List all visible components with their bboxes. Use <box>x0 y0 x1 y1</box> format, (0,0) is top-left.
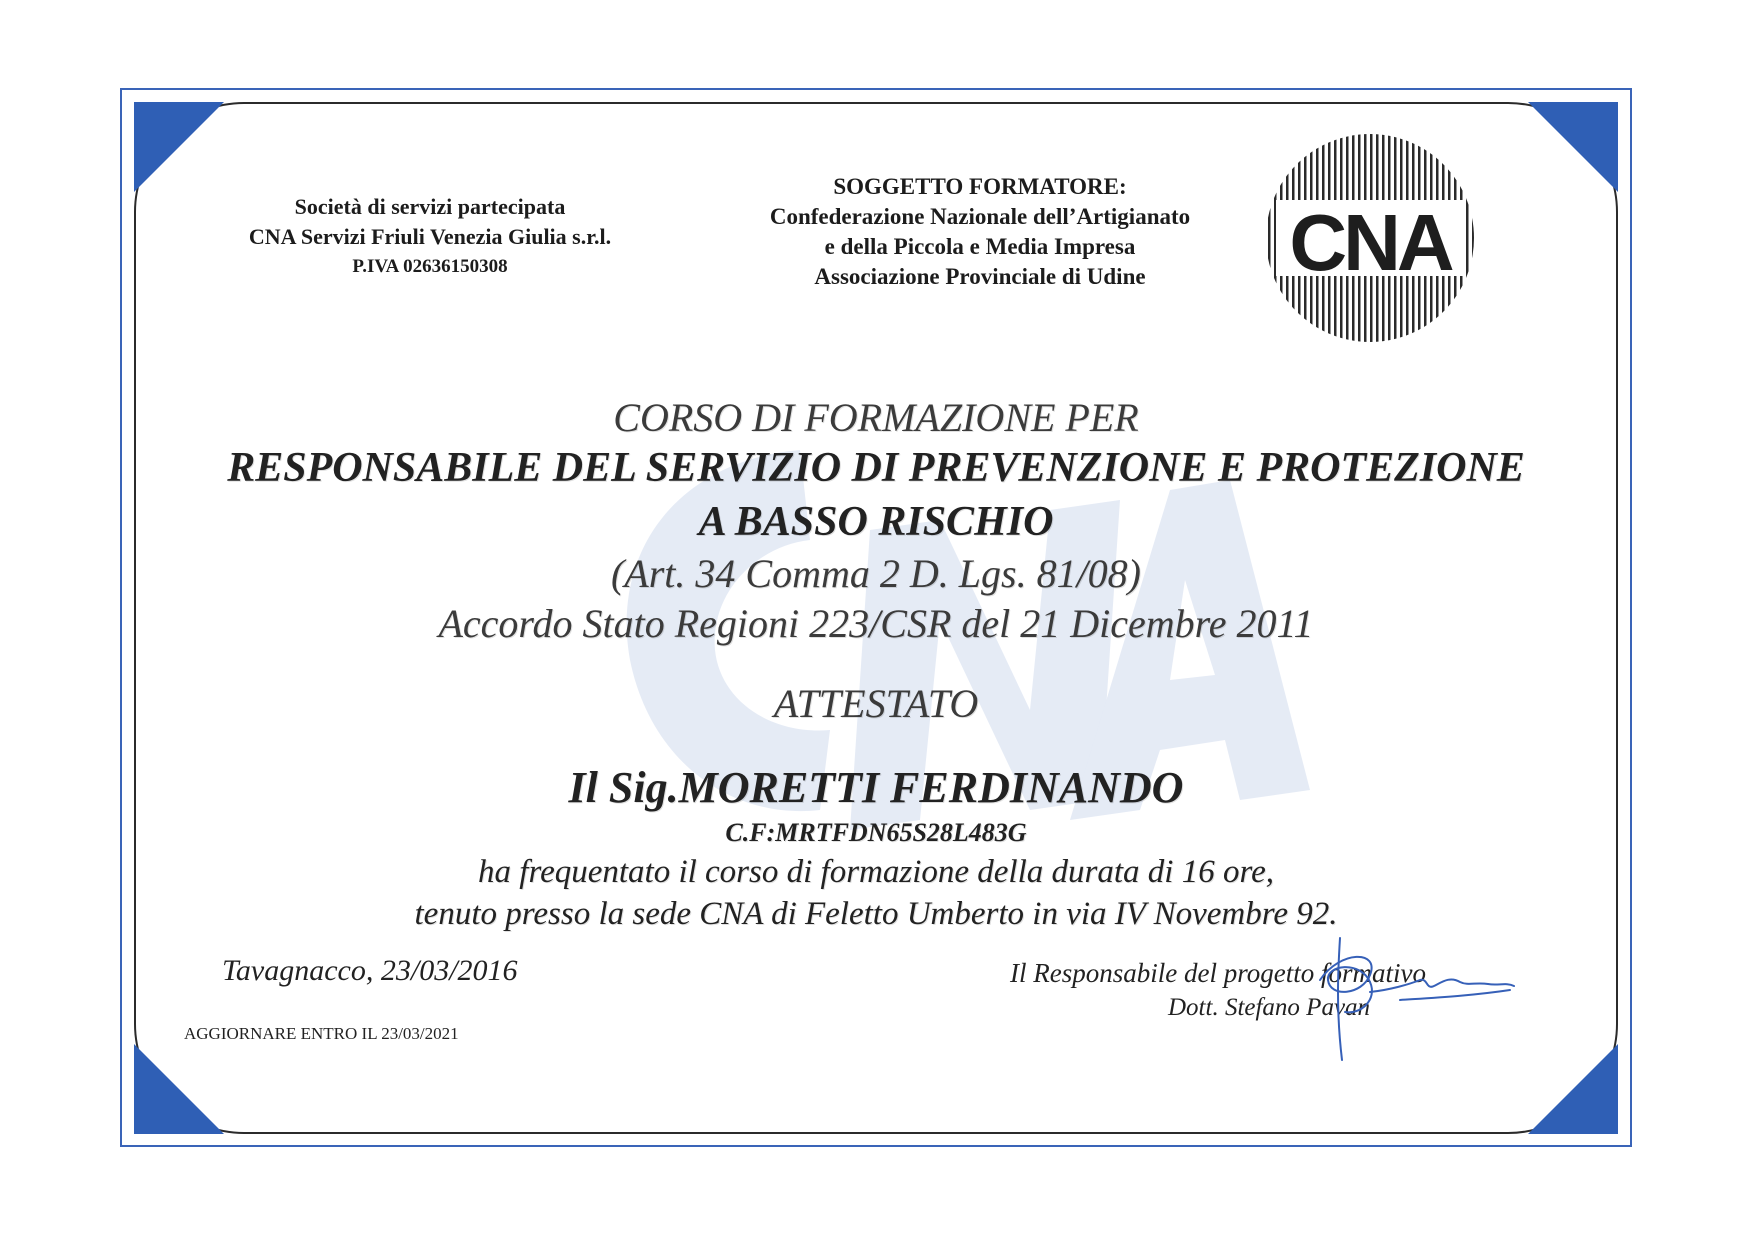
signature-icon <box>1300 920 1540 1070</box>
course-law-reference: (Art. 34 Comma 2 D. Lgs. 81/08) <box>610 551 1142 596</box>
recipient-name: Il Sig.MORETTI FERDINANDO <box>568 763 1184 812</box>
course-agreement: Accordo Stato Regioni 223/CSR del 21 Dicembre 2011 <box>438 601 1314 646</box>
corner-triangle-bottom-right <box>1528 1044 1618 1134</box>
responsible-role: Il Responsabile del progetto formativo <box>1010 958 1426 988</box>
course-intro: CORSO DI FORMAZIONE PER <box>613 395 1139 440</box>
partner-company-line2: CNA Servizi Friuli Venezia Giulia s.r.l. <box>248 224 612 249</box>
recipient-tax-code: C.F:MRTFDN65S28L483G <box>725 818 1027 847</box>
corner-triangle-top-right <box>1528 102 1618 192</box>
partner-company-line1: Società di servizi partecipata <box>294 194 566 219</box>
corner-triangle-top-left <box>134 102 224 192</box>
course-title: RESPONSABILE DEL SERVIZIO DI PREVENZIONE E PROTEZIONE <box>227 445 1525 491</box>
renewal-notice: AGGIORNARE ENTRO IL 23/03/2021 <box>184 1024 459 1043</box>
partner-company-block <box>140 192 720 282</box>
training-provider-label: SOGGETTO FORMATORE: <box>833 174 1127 199</box>
corner-triangle-bottom-left <box>134 1044 224 1134</box>
training-provider-line4: Associazione Provinciale di Udine <box>814 264 1146 289</box>
attendance-statement: ha frequentato il corso di formazione della durata di 16 ore, <box>478 854 1274 890</box>
course-location: tenuto presso la sede CNA di Feletto Umberto in via IV Novembre 92. <box>414 896 1338 932</box>
course-risk-level: A BASSO RISCHIO <box>698 499 1054 545</box>
responsible-name: Dott. Stefano Pavan <box>1168 994 1371 1021</box>
certificate-title: ATTESTATO <box>773 681 979 726</box>
place-and-date: Tavagnacco, 23/03/2016 <box>222 954 518 987</box>
cna-logo-icon <box>1262 130 1478 346</box>
training-provider-line3: e della Piccola e Media Impresa <box>824 234 1136 259</box>
partner-company-vat: P.IVA 02636150308 <box>352 256 508 277</box>
training-provider-block <box>700 172 1260 292</box>
logo-text: CNA <box>1289 198 1451 287</box>
training-provider-line2: Confederazione Nazionale dell’Artigianato <box>769 204 1191 229</box>
